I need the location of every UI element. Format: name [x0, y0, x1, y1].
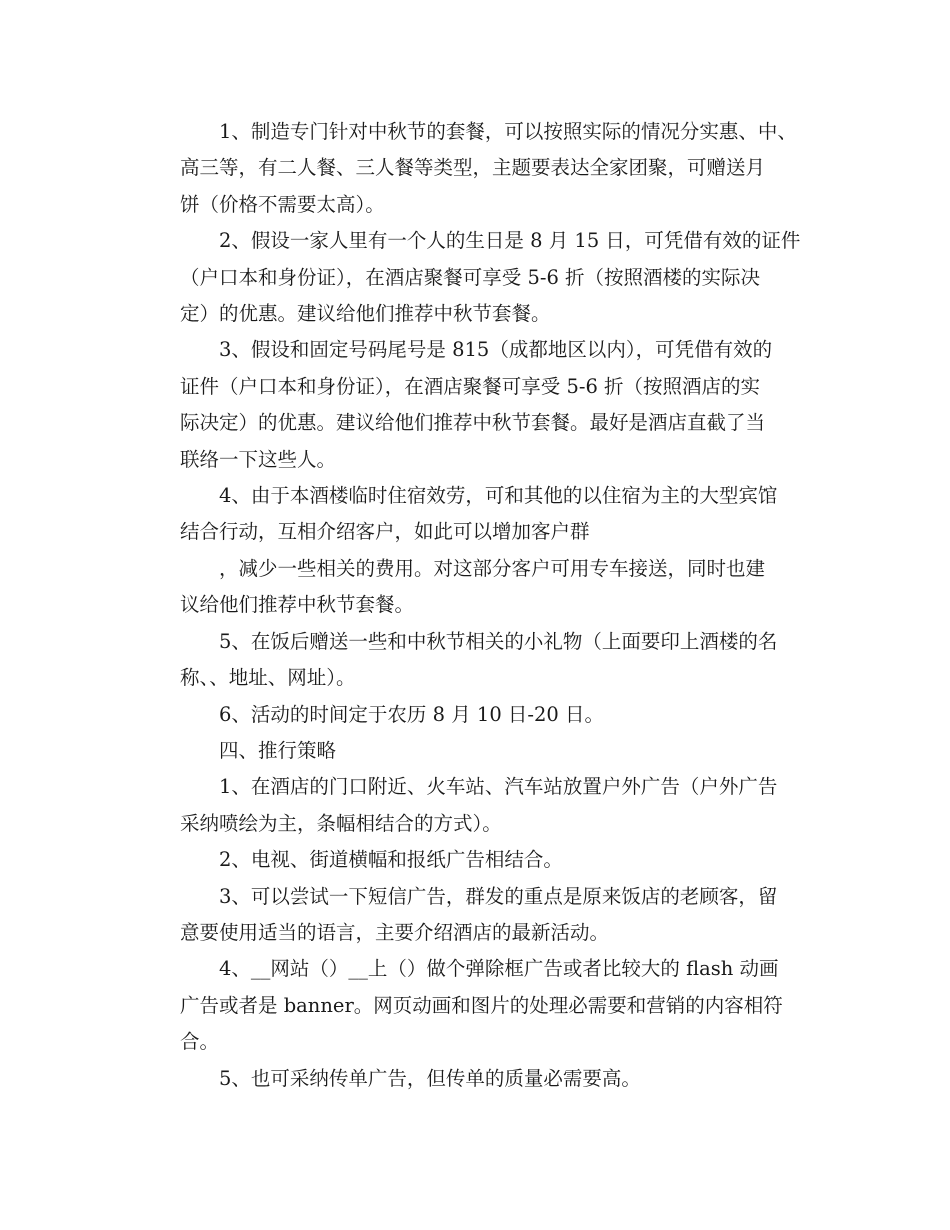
section-heading-text: 四、推行策略 — [219, 738, 337, 762]
text-line: 1、制造专门针对中秋节的套餐，可以按照实际的情况分实惠、中、 — [219, 120, 797, 143]
paragraph-item-3 — [141, 332, 813, 478]
strategy-item-3 — [141, 879, 813, 952]
text-line: 3、可以尝试一下短信广告，群发的重点是原来饭店的老顾客，留 — [219, 884, 778, 908]
paragraph-item-5 — [141, 624, 813, 697]
text-line: 广告或者是 banner。网页动画和图片的处理必需要和营销的内容相符 — [180, 993, 783, 1017]
text-line: 联络一下这些人。 — [180, 447, 337, 471]
strategy-item-5 — [141, 1061, 813, 1097]
text-line: 1、在酒店的门口附近、火车站、汽车站放置户外广告（户外广告 — [219, 775, 778, 799]
text-line: 合。 — [180, 1030, 220, 1054]
text-line: 意要使用适当的语言，主要介绍酒店的最新活动。 — [180, 920, 610, 944]
text-line: 称、、地址、网址）。 — [180, 666, 356, 690]
text-line: （户口本和身份证），在酒店聚餐可享受 5-6 折（按照酒楼的实际决 — [180, 265, 761, 289]
strategy-item-4 — [141, 951, 813, 1060]
text-line: 采纳喷绘为主，条幅相结合的方式）。 — [180, 811, 502, 835]
section-heading — [141, 733, 813, 769]
text-line: 结合行动，互相介绍客户，如此可以增加客户群 — [180, 520, 590, 544]
text-line: 4、__网站（）__上（）做个弹除框广告或者比较大的 flash 动画 — [219, 957, 779, 981]
document-body — [141, 114, 813, 1097]
paragraph-item-2 — [141, 223, 813, 332]
text-line: 际决定）的优惠。建议给他们推荐中秋节套餐。最好是酒店直截了当 — [180, 411, 766, 435]
text-line: 高三等，有二人餐、三人餐等类型，主题要表达全家团聚，可赠送月 — [180, 156, 766, 180]
paragraph-item-4 — [141, 478, 813, 624]
text-line: 定）的优惠。建议给他们推荐中秋节套餐。 — [180, 302, 551, 326]
text-line: 2、电视、街道横幅和报纸广告相结合。 — [219, 848, 563, 872]
text-line: 5、在饭后赠送一些和中秋节相关的小礼物（上面要印上酒楼的名 — [219, 629, 778, 653]
text-line: 议给他们推荐中秋节套餐。 — [180, 593, 415, 617]
strategy-item-1 — [141, 769, 813, 842]
text-line: 5、也可采纳传单广告，但传单的质量必需要高。 — [219, 1066, 641, 1090]
text-line: 6、活动的时间定于农历 8 月 10 日-20 日。 — [219, 702, 605, 726]
text-line: 4、由于本酒楼临时住宿效劳，可和其他的以住宿为主的大型宾馆 — [219, 484, 778, 508]
paragraph-item-1 — [141, 114, 813, 223]
text-line: 2、假设一家人里有一个人的生日是 8 月 15 日，可凭借有效的证件 — [219, 229, 801, 253]
text-line: 证件（户口本和身份证），在酒店聚餐可享受 5-6 折（按照酒店的实 — [180, 374, 761, 398]
text-line: 饼（价格不需要太高）。 — [180, 192, 385, 216]
text-line: 3、假设和固定号码尾号是 815（成都地区以内），可凭借有效的 — [219, 338, 773, 362]
text-line: ，减少一些相关的费用。对这部分客户可用专车接送，同时也建 — [219, 556, 766, 580]
strategy-item-2 — [141, 842, 813, 878]
paragraph-item-6 — [141, 697, 813, 733]
